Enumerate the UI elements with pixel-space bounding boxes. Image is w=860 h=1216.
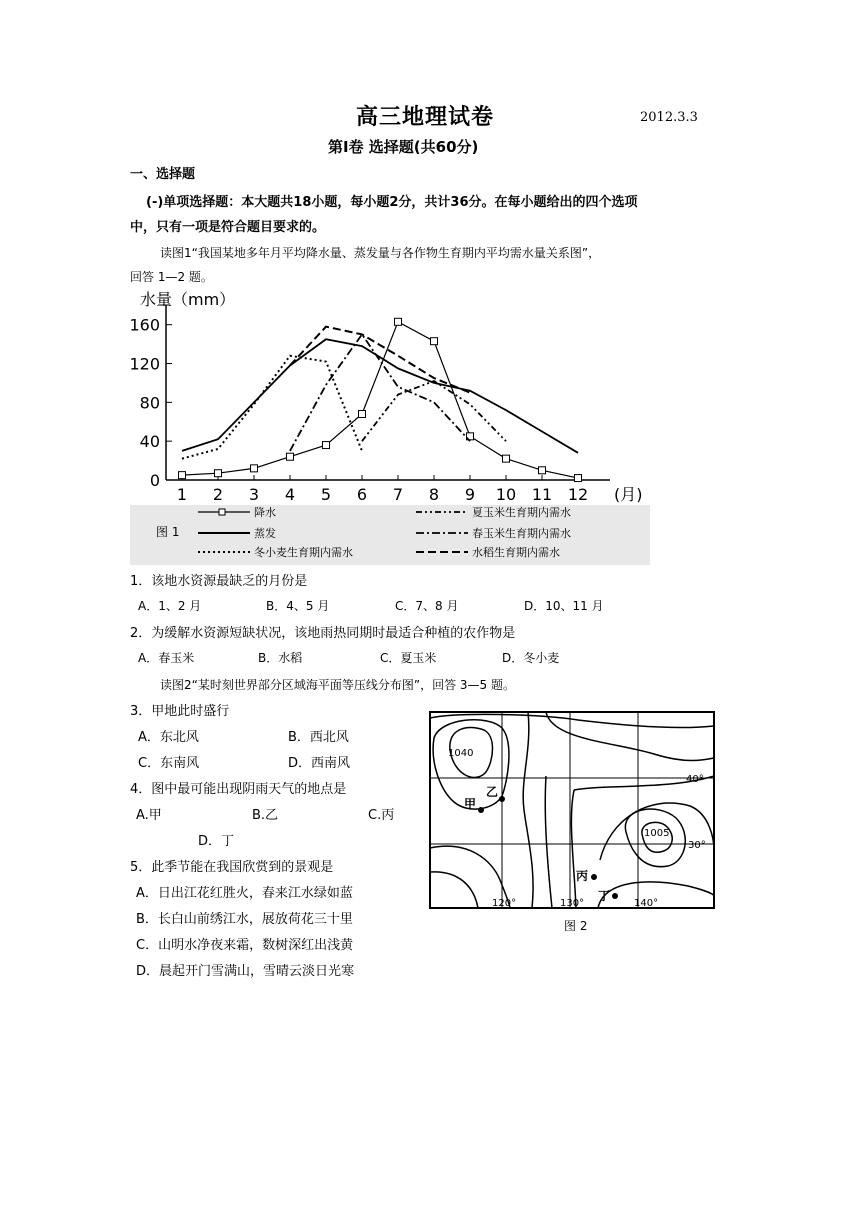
lon-140-label: 140°	[634, 898, 659, 909]
x-tick-label: 3	[248, 485, 260, 504]
instruction-line-2: 中，只有一项是符合题目要求的。	[130, 220, 326, 235]
y-tick-label: 40	[139, 432, 160, 452]
exam-date: 2012.3.3	[640, 110, 698, 125]
place-ding-dot	[612, 893, 618, 899]
q3-stem: 3．甲地此时盛行	[130, 704, 230, 719]
place-jia-label: 甲	[464, 797, 477, 811]
reading2-line: 读图2“某时刻世界部分区域海平面等压线分布图”，回答 3—5 题。	[160, 678, 515, 692]
x-tick-label: 12	[567, 485, 589, 504]
q2-option-c: C．夏玉米	[380, 651, 437, 665]
q1-option-a: A．1、2 月	[138, 599, 202, 613]
q5-option-c: C．山明水净夜来霜，数树深红出浅黄	[136, 938, 354, 953]
q5-option-a: A．日出江花红胜火，春来江水绿如蓝	[136, 886, 353, 901]
q2-stem: 2．为缓解水资源短缺状况，该地雨热同期时最适合种植的农作物是	[130, 626, 516, 641]
x-tick-label: 8	[428, 485, 440, 504]
place-ding-label: 丁	[598, 889, 611, 903]
lat-40-label: 40°	[686, 774, 704, 785]
x-tick-label: 2	[212, 485, 224, 504]
y-tick-label: 160	[130, 315, 160, 335]
q4-option-b: B.乙	[252, 808, 279, 823]
rain-point	[359, 411, 366, 418]
figure2-caption: 图 2	[564, 919, 588, 933]
rain-point	[395, 318, 402, 325]
chart-series	[179, 318, 582, 481]
section-subtitle: 第Ⅰ卷 选择题(共60分)	[328, 138, 479, 156]
figure1-caption: 图 1	[156, 525, 180, 539]
legend-evap: 蒸发	[254, 527, 276, 540]
rain-point	[323, 442, 330, 449]
rain-point	[503, 455, 510, 462]
rain-point	[287, 453, 294, 460]
x-tick-label: 10	[495, 485, 517, 504]
series-line-5	[290, 334, 470, 450]
q4-option-c: C.丙	[368, 808, 395, 823]
q1-option-b: B．4、5 月	[266, 599, 330, 613]
q5-option-d: D．晨起开门雪满山，雪晴云淡日光寒	[136, 964, 355, 979]
x-tick-label: 11	[531, 485, 553, 504]
legend-rain: 降水	[254, 506, 276, 519]
q1-option-c: C．7、8 月	[395, 599, 459, 613]
rain-point	[179, 472, 186, 479]
series-line-6	[290, 327, 470, 393]
q3-option-d: D．西南风	[288, 756, 351, 771]
series-line-2	[182, 339, 578, 453]
legend-spring-corn: 春玉米生育期内需水	[472, 527, 571, 540]
rain-point	[215, 470, 222, 477]
legend-background	[130, 505, 650, 565]
page-title: 高三地理试卷	[356, 105, 495, 130]
chart-xunit: (月)	[614, 485, 643, 504]
q4-option-a: A.甲	[136, 808, 162, 823]
place-yi-label: 乙	[486, 785, 499, 799]
q4-option-d: D．丁	[198, 834, 235, 849]
q1-stem: 1．该地水资源最缺乏的月份是	[130, 574, 308, 589]
q2-option-b: B．水稻	[258, 651, 303, 665]
place-yi-dot	[499, 796, 505, 802]
y-tick-label: 80	[139, 393, 160, 413]
figure2-map	[428, 710, 716, 916]
y-tick-label: 120	[130, 354, 160, 374]
legend-rice: 水稻生育期内需水	[472, 546, 560, 559]
q5-stem: 5．此季节能在我国欣赏到的景观是	[130, 860, 334, 875]
place-bing-label: 丙	[576, 869, 589, 883]
y-tick-label: 0	[149, 471, 160, 490]
legend-summer-corn: 夏玉米生育期内需水	[472, 506, 571, 519]
q4-stem: 4．图中最可能出现阴雨天气的地点是	[130, 782, 347, 797]
chart-ylabel: 水量（mm）	[140, 290, 236, 309]
section-heading: 一、选择题	[130, 167, 196, 182]
instruction-line-1: (-)单项选择题：本大题共18小题，每小题2分，共计36分。在每小题给出的四个选项	[146, 195, 638, 210]
reading1-line-1: 读图1“我国某地多年月平均降水量、蒸发量与各作物生育期内平均需水量关系图”，	[160, 246, 601, 260]
series-line-4	[362, 381, 506, 441]
q3-option-b: B．西北风	[288, 730, 349, 745]
lat-30-label: 30°	[688, 840, 706, 851]
x-tick-label: 9	[464, 485, 476, 504]
q3-option-a: A．东北风	[138, 730, 199, 745]
q5-option-b: B．长白山前绣江水，展放荷花三十里	[136, 912, 353, 927]
q1-option-d: D．10、11 月	[524, 599, 604, 613]
place-bing-dot	[591, 874, 597, 880]
reading1-line-2: 回答 1—2 题。	[130, 270, 213, 284]
low-pressure-label: 1005	[644, 828, 670, 839]
q3-option-c: C．东南风	[138, 756, 200, 771]
figure1-svg	[130, 290, 650, 565]
q2-option-d: D．冬小麦	[502, 651, 560, 665]
legend-wheat: 冬小麦生育期内需水	[254, 546, 353, 559]
lon-130-label: 130°	[560, 898, 585, 909]
rain-point	[431, 338, 438, 345]
figure1-chart	[130, 290, 650, 565]
rain-point	[575, 475, 582, 482]
q2-option-a: A．春玉米	[138, 651, 195, 665]
x-tick-label: 6	[356, 485, 368, 504]
x-tick-label: 4	[284, 485, 296, 504]
rain-point	[251, 465, 258, 472]
rain-point	[539, 467, 546, 474]
high-pressure-label: 1040	[448, 748, 474, 759]
x-tick-label: 5	[320, 485, 332, 504]
x-tick-label: 7	[392, 485, 404, 504]
isobar-map-svg	[428, 710, 716, 916]
place-jia-dot	[478, 807, 484, 813]
x-tick-label: 1	[176, 485, 188, 504]
lon-120-label: 120°	[492, 898, 517, 909]
